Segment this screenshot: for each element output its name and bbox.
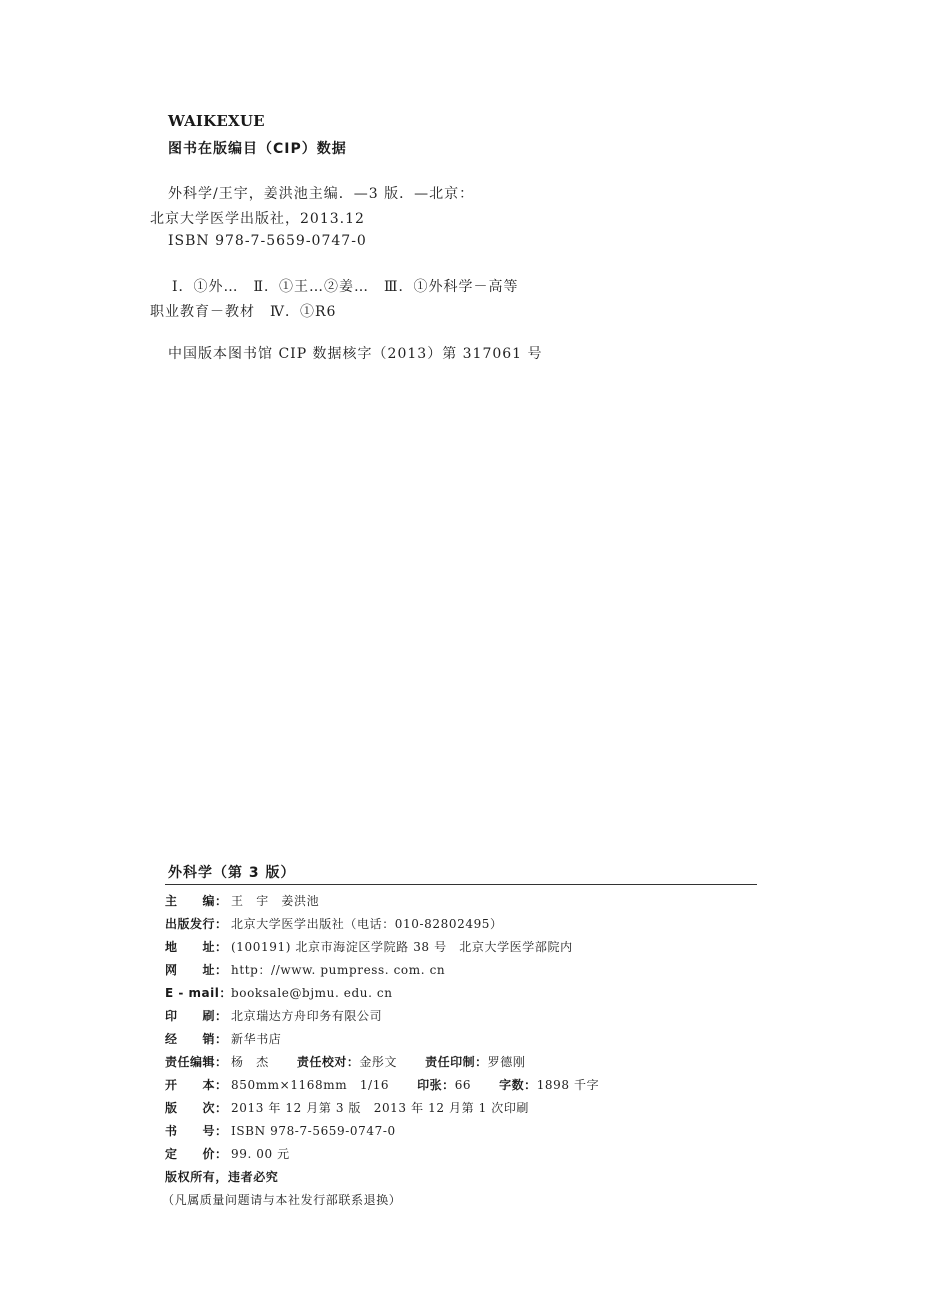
label-responsible-editor: 责任编辑： — [165, 1055, 228, 1069]
label-format: 开 本： — [165, 1078, 228, 1092]
cip-isbn: ISBN 978-7-5659-0747-0 — [168, 233, 367, 249]
row-note — [162, 1189, 599, 1212]
value-website: http：//www. pumpress. com. cn — [231, 963, 446, 977]
row-edition — [165, 1097, 599, 1120]
row-editor — [165, 890, 599, 913]
label-responsible-print: 责任印制： — [425, 1055, 488, 1069]
label-sheets: 印张： — [417, 1078, 455, 1092]
cip-library-number: 中国版本图书馆 CIP 数据核字（2013）第 317061 号 — [168, 346, 543, 362]
label-publisher: 出版发行： — [165, 917, 228, 931]
cip-classification-line-1: Ⅰ．①外… Ⅱ．①王…②姜… Ⅲ．①外科学－高等 — [172, 279, 519, 295]
label-printer: 印 刷： — [165, 1009, 228, 1023]
colophon-divider — [165, 884, 757, 885]
row-email — [165, 982, 599, 1005]
cip-heading: 图书在版编目（CIP）数据 — [168, 141, 347, 157]
cip-classification-line-2: 职业教育－教材 Ⅳ．①R6 — [150, 304, 337, 320]
label-word-count: 字数： — [499, 1078, 537, 1092]
label-address: 地 址： — [165, 940, 228, 954]
copyright-notice: 版权所有，违者必究 — [165, 1170, 279, 1184]
label-website: 网 址： — [165, 963, 228, 977]
value-edition: 2013 年 12 月第 3 版 2013 年 12 月第 1 次印刷 — [231, 1101, 530, 1115]
row-responsible — [165, 1051, 599, 1074]
label-responsible-proof: 责任校对： — [296, 1055, 360, 1069]
row-book-number — [165, 1120, 599, 1143]
colophon-details — [162, 890, 600, 1212]
label-distributor: 经 销： — [165, 1032, 228, 1046]
row-website — [165, 959, 599, 982]
label-price: 定 价： — [165, 1147, 228, 1161]
value-price: 99. 00 元 — [231, 1147, 290, 1161]
row-price — [165, 1143, 599, 1166]
value-editor: 王 宇 姜洪池 — [231, 894, 320, 908]
value-publisher: 北京大学医学出版社（电话：010-82802495） — [231, 917, 503, 931]
value-address: (100191) 北京市海淀区学院路 38 号 北京大学医学部院内 — [231, 940, 573, 954]
value-responsible-proof: 金彤文 — [359, 1055, 398, 1069]
value-responsible-print: 罗德刚 — [487, 1055, 526, 1069]
quality-note: （凡属质量问题请与本社发行部联系退换） — [162, 1193, 402, 1207]
value-email: booksale@bjmu. edu. cn — [231, 986, 393, 1000]
label-email: E - mail： — [165, 986, 232, 1000]
label-edition: 版 次： — [165, 1101, 228, 1115]
pinyin-title: WAIKEXUE — [168, 112, 265, 130]
value-word-count: 1898 千字 — [536, 1078, 600, 1092]
value-format: 850mm×1168mm 1/16 — [231, 1078, 390, 1092]
label-editor: 主 编： — [165, 894, 228, 908]
value-distributor: 新华书店 — [231, 1032, 282, 1046]
value-printer: 北京瑞达方舟印务有限公司 — [231, 1009, 383, 1023]
value-sheets: 66 — [454, 1078, 472, 1092]
cip-publisher-line: 北京大学医学出版社，2013.12 — [150, 211, 365, 227]
row-rights — [165, 1166, 599, 1189]
row-distributor — [165, 1028, 599, 1051]
cip-title-line: 外科学/王宇，姜洪池主编．—3 版．—北京： — [168, 186, 475, 202]
row-publisher — [165, 913, 599, 936]
value-responsible-editor: 杨 杰 — [231, 1055, 269, 1069]
row-format — [165, 1074, 599, 1097]
row-printer — [165, 1005, 599, 1028]
value-book-number: ISBN 978-7-5659-0747-0 — [231, 1124, 396, 1138]
label-book-number: 书 号： — [165, 1124, 228, 1138]
colophon-title: 外科学（第 3 版） — [168, 865, 296, 881]
row-address — [165, 936, 599, 959]
